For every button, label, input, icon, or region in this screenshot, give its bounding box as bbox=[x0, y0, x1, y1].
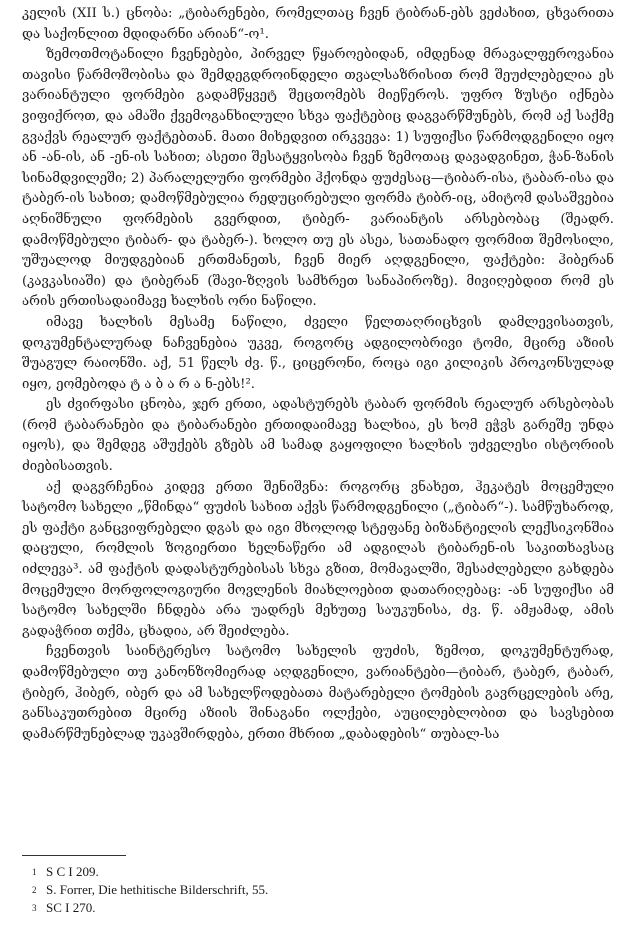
body-text bbox=[22, 4, 614, 745]
footnote bbox=[32, 881, 592, 899]
footnote-number: 2 bbox=[32, 884, 37, 895]
paragraph: ჩვენთვის საინტერესო სატომო სახელის ფუძის, ზემოთ, დოკუმენტურად, დამოწმებული თუ კანონზომიერად აღდგენილი, ვარიანტები—ტიბარ, ტაბერ, ტაბარ, ტიბერ, ჰიბერ, იბერ და ამ სახელწოდებათა მატარებელი ტომების გავრცელების არე, განსაკუთრებით მცირე აზიის შინაგანი ოლქები, აუცილებლობით და სავსებით დამარწმუნებლად უკავშირდება, ერთი მხრით „დაბადების“ თუბალ-სა bbox=[22, 644, 614, 742]
paragraph: ეს ძვირფასი ცნობა, ჯერ ერთი, ადასტურებს ტაბარ ფორმის რეალურ არსებობას (რომ ტაბარანები და ტიბარანები ერთიდაიმავე ხალხია, ეს ხომ ეჭვს გარეშე უნდა იყოს), და შემდეგ აშუქებს გზებს ამ სამად გაყოფილი ხალხის უძველესი ისტორიის ძიებისათვის. bbox=[22, 397, 614, 475]
footnote-number: 1 bbox=[32, 867, 37, 877]
paragraph: აქ დაგვრჩენია კიდევ ერთი შენიშვნა: როგორც ვნახეთ, ჰეკატეს მოცემული სატომო სახელი „წმინდა“ ფუძის სახით აქვს წარმოდგენილი („ტიბარ“-). სამწუხაროდ, ეს ფაქტი განცვიფრებელი დგას და იგი მხოლოდ სტეფანე ბიზანტიელის ლექსიკონშია დაცული, რომლის ზოგიერთი ხელნაწერი ამ ადგილას ტიბარენ-ის საკითხავსაც იძლევა³. ამ ფაქტის დადასტურებისას სხვა გზით, მომავალში, შესაძლებელი გახდება მოცემული მორფოლოგიური მოვლენის მიახლოებით დათარიღებაც: -ან სუფიქსი ამ სატომო სახელში ჩნდება არა უადრეს მეხუთე საუკუნისა, ძვ. წ. ამჟამად, ამის გადაჭრით თქმა, ცხადია, არ შეიძლება. bbox=[22, 479, 614, 639]
footnote-number: 3 bbox=[32, 902, 37, 913]
footnote-text: SC I 270. bbox=[46, 899, 96, 915]
paragraph: ზემოთმოტანილი ჩვენებები, პირველ წყაროებიდან, იმდენად მრავალფეროვანია თავისი წარმოშობისა და შემდეგდროინდელი თვალსაზრისით რომ შეუძლებელია ეს ვარიანტული ფორმები გადამწყვეტ შეცთომებს მიეწეროს. უფრო ზუსტი იქნება ვიფიქროთ, და ამაში ქვემოგანხილული სხვა ფაქტებიც დაგვარწმუნებს, რომ აქ საქმე გვაქვს რეალურ ფაქტებთან. მათი მიხედვით ირკვევა: 1) სუფიქსი წარმოდგენილი იყო ან -ან-ის, ან -ენ-ის სახით; ასეთი შესატყვისობა ჩვენ ზემოთაც დავადგინეთ, ჭან-ზანის სინამდვილეში; 2) პარალელური ფორმები ჰქონდა ფუძესაც—ტიბარ-ისა, ტაბარ-ისა და ტაბერ-ის სახით; დამოწმებულია რედუცირებული ფორმა ტიბრ-იც, ამიტომ დასაშვებია აღნიშნული ფორმების გვერდით, ტიბერ- ვარიანტის არსებობაც (შეადრ. დამოწმებული ტიბარ- და ტაბერ-). ხოლო თუ ეს ასეა, სათანადო ფორმით შემოსილი, უშუალოდ მიუდგებიან ერთმანეთს, ჩვენ მიერ აღდგენილი, ფაქტები: ჰიბერან (კავკასიაში) და ტიბერან (შავი-ზღვის სამხრეთ სანაპიროზე). მივიღებდით რომ ეს არის ერთისადაიმავე ხალხის ორი ნაწილი. bbox=[22, 47, 614, 310]
paragraph: კელის (XII ს.) ცნობა: „ტიბარენები, რომელთაც ჩვენ ტიბრან-ებს ვეძახით, ცხვარითა და საქონლით მდიდარნი არიან“-ო¹. bbox=[22, 6, 614, 42]
paragraph: იმავე ხალხის მესამე ნაწილი, ძველი წელთაღრიცხვის დამლევისათვის, დოკუმენტალურად ნაჩვენებია უკვე, როგორც ადგილობრივი ტომი, მცირე აზიის შუაგულ რაიონში. აქ, 51 წელს ძვ. წ., ციცერონი, როცა იგი კილიკის პროკონსულად იყო, ეომებოდა ტ ა ბ ა რ ა ნ-ებს!². bbox=[22, 314, 614, 392]
footnote-text: S C I 209. bbox=[46, 864, 99, 879]
footnotes bbox=[32, 863, 592, 916]
footnote-text: S. Forrer, Die hethitische Bilderschrift, 55. bbox=[46, 881, 269, 897]
footnote-divider bbox=[22, 855, 126, 856]
footnote bbox=[32, 863, 592, 881]
footnote bbox=[32, 899, 592, 917]
